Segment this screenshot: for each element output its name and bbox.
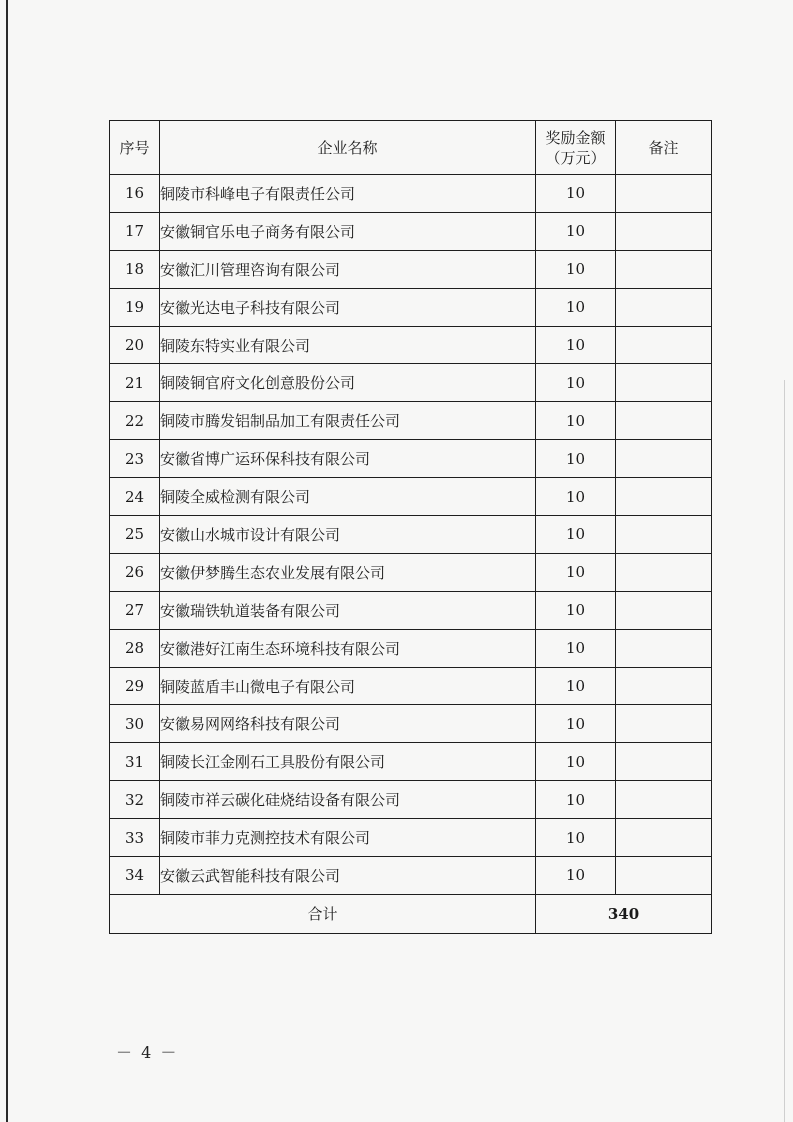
header-amount-line1: 奖励金额: [545, 128, 606, 147]
row-amount: 10: [536, 175, 616, 213]
row-no: 21: [110, 364, 160, 402]
table-row: [110, 175, 712, 213]
row-amount: 10: [536, 819, 616, 857]
row-no: 25: [110, 516, 160, 554]
table-row: [110, 440, 712, 478]
row-amount: 10: [536, 667, 616, 705]
row-company-name: 安徽山水城市设计有限公司: [160, 516, 536, 554]
row-amount: 10: [536, 857, 616, 895]
row-company-name: 铜陵市腾发铝制品加工有限责任公司: [160, 402, 536, 440]
table-row: [110, 326, 712, 364]
row-company-name: 铜陵全威检测有限公司: [160, 478, 536, 516]
row-no: 32: [110, 781, 160, 819]
table-header-row: [110, 121, 712, 175]
table-body: [110, 175, 712, 895]
row-note: [616, 553, 712, 591]
row-company-name: 铜陵市科峰电子有限责任公司: [160, 175, 536, 213]
row-no: 33: [110, 819, 160, 857]
row-amount: 10: [536, 364, 616, 402]
table-row: [110, 516, 712, 554]
row-no: 24: [110, 478, 160, 516]
table-row: [110, 705, 712, 743]
table-row: [110, 478, 712, 516]
total-label: 合计: [110, 894, 536, 933]
table-row: [110, 288, 712, 326]
table-row: [110, 250, 712, 288]
row-company-name: 铜陵东特实业有限公司: [160, 326, 536, 364]
row-amount: 10: [536, 705, 616, 743]
row-note: [616, 402, 712, 440]
scan-right-edge: [784, 380, 785, 1122]
row-no: 19: [110, 288, 160, 326]
row-no: 31: [110, 743, 160, 781]
header-name: 企业名称: [160, 121, 536, 175]
row-amount: 10: [536, 212, 616, 250]
row-no: 29: [110, 667, 160, 705]
row-company-name: 安徽瑞铁轨道装备有限公司: [160, 591, 536, 629]
row-note: [616, 326, 712, 364]
table-row: [110, 364, 712, 402]
row-no: 28: [110, 629, 160, 667]
row-company-name: 铜陵铜官府文化创意股份公司: [160, 364, 536, 402]
row-no: 18: [110, 250, 160, 288]
row-amount: 10: [536, 440, 616, 478]
row-no: 16: [110, 175, 160, 213]
row-no: 20: [110, 326, 160, 364]
row-no: 26: [110, 553, 160, 591]
total-row: [110, 894, 712, 933]
row-company-name: 安徽伊梦腾生态农业发展有限公司: [160, 553, 536, 591]
row-company-name: 安徽易网网络科技有限公司: [160, 705, 536, 743]
table-row: [110, 402, 712, 440]
row-note: [616, 364, 712, 402]
row-company-name: 铜陵市菲力克测控技术有限公司: [160, 819, 536, 857]
row-note: [616, 857, 712, 895]
row-note: [616, 819, 712, 857]
row-no: 34: [110, 857, 160, 895]
row-company-name: 安徽港好江南生态环境科技有限公司: [160, 629, 536, 667]
total-value: 340: [536, 894, 712, 933]
row-note: [616, 516, 712, 554]
header-no: 序号: [110, 121, 160, 175]
row-company-name: 安徽铜官乐电子商务有限公司: [160, 212, 536, 250]
row-no: 27: [110, 591, 160, 629]
row-amount: 10: [536, 402, 616, 440]
row-company-name: 安徽汇川管理咨询有限公司: [160, 250, 536, 288]
table-row: [110, 781, 712, 819]
row-amount: 10: [536, 743, 616, 781]
row-note: [616, 629, 712, 667]
scan-left-edge: [6, 0, 8, 1122]
table-row: [110, 212, 712, 250]
row-amount: 10: [536, 591, 616, 629]
table-row: [110, 743, 712, 781]
row-amount: 10: [536, 781, 616, 819]
row-company-name: 铜陵蓝盾丰山微电子有限公司: [160, 667, 536, 705]
row-amount: 10: [536, 478, 616, 516]
row-company-name: 安徽光达电子科技有限公司: [160, 288, 536, 326]
row-no: 17: [110, 212, 160, 250]
row-note: [616, 250, 712, 288]
row-note: [616, 705, 712, 743]
header-amount: [536, 121, 616, 175]
row-amount: 10: [536, 629, 616, 667]
row-note: [616, 440, 712, 478]
row-amount: 10: [536, 326, 616, 364]
row-note: [616, 288, 712, 326]
row-amount: 10: [536, 288, 616, 326]
row-note: [616, 743, 712, 781]
row-amount: 10: [536, 553, 616, 591]
row-note: [616, 175, 712, 213]
table-row: [110, 819, 712, 857]
row-no: 23: [110, 440, 160, 478]
row-company-name: 铜陵长江金刚石工具股份有限公司: [160, 743, 536, 781]
row-note: [616, 781, 712, 819]
header-note: 备注: [616, 121, 712, 175]
row-amount: 10: [536, 516, 616, 554]
table-row: [110, 667, 712, 705]
row-note: [616, 212, 712, 250]
row-company-name: 安徽云武智能科技有限公司: [160, 857, 536, 895]
page-number: － 4 －: [116, 1043, 179, 1062]
table-row: [110, 591, 712, 629]
row-no: 30: [110, 705, 160, 743]
row-note: [616, 667, 712, 705]
row-amount: 10: [536, 250, 616, 288]
row-no: 22: [110, 402, 160, 440]
row-company-name: 铜陵市祥云碳化硅烧结设备有限公司: [160, 781, 536, 819]
table-row: [110, 857, 712, 895]
header-amount-line2: （万元）: [545, 148, 606, 167]
row-company-name: 安徽省博广运环保科技有限公司: [160, 440, 536, 478]
row-note: [616, 591, 712, 629]
table-row: [110, 553, 712, 591]
award-table: [109, 120, 712, 934]
row-note: [616, 478, 712, 516]
table-row: [110, 629, 712, 667]
